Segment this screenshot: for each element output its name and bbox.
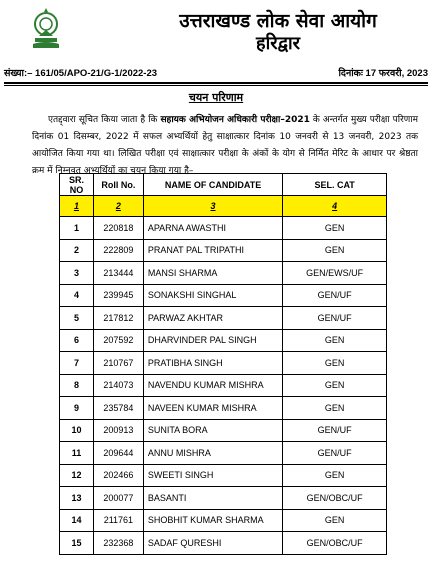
- category-cell: GEN: [283, 329, 387, 352]
- sr-no-cell: 1: [60, 217, 94, 240]
- sr-no-cell: 13: [60, 487, 94, 510]
- table-row: [60, 262, 387, 285]
- category-cell: GEN/EWS/UF: [283, 262, 387, 285]
- sr-no-cell: 14: [60, 509, 94, 532]
- table-header-row: [60, 174, 387, 196]
- table-row: [60, 487, 387, 510]
- category-cell: GEN/UF: [283, 307, 387, 330]
- table-row: [60, 217, 387, 240]
- exam-name: सहायक अभियोजन अधिकारी परीक्षा–2021: [160, 115, 310, 125]
- candidate-name-cell: ANNU MISHRA: [143, 442, 282, 465]
- category-cell: GEN: [283, 352, 387, 375]
- roll-no-cell: 211761: [93, 509, 143, 532]
- category-cell: GEN: [283, 239, 387, 262]
- notice-paragraph: एतद्द्वारा सूचित किया जाता है कि सहायक अभियोजन अधिकारी परीक्षा–2021 के अन्तर्गत मुख्य परीक्षा परिणाम दिनांक 01 दिसम्बर, 2022 में सफल अभ्यर्थियों हेतु साक्षात्कार दिनांक 10 जनवरी से 13 जनवरी, 2023 तक आयोजित किया गया था। लिखित परीक्षा एवं साक्षात्कार परीक्षा के अंकों के योग से निर्मित मेरिट के आधार पर श्रेष्ठता क्रम में निम्नवत अभ्यर्थियों का चयन किया गया है–: [32, 115, 418, 176]
- organization-city: हरिद्वार: [256, 33, 300, 54]
- table-row: [60, 532, 387, 555]
- candidate-name-cell: NAVEEN KUMAR MISHRA: [143, 397, 282, 420]
- reference-date: दिनांकः 17 फरवरी, 2023: [338, 67, 428, 79]
- sr-no-cell: 7: [60, 352, 94, 375]
- candidate-name-cell: SUNITA BORA: [143, 419, 282, 442]
- category-cell: GEN: [283, 217, 387, 240]
- candidate-name-cell: PRATIBHA SINGH: [143, 352, 282, 375]
- table-row: [60, 374, 387, 397]
- sr-no-cell: 5: [60, 307, 94, 330]
- roll-no-cell: 232368: [93, 532, 143, 555]
- selection-result-table: [59, 173, 387, 555]
- candidate-name-cell: SWEETI SINGH: [143, 464, 282, 487]
- sr-no-cell: 4: [60, 284, 94, 307]
- header-sel-cat: SEL. CAT: [283, 174, 387, 196]
- table-row: [60, 239, 387, 262]
- reference-number: संख्या:– 161/05/APO-21/G-1/2022-23: [4, 67, 158, 79]
- table-index-row: 1 2 3 4: [60, 196, 387, 217]
- roll-no-cell: 217812: [93, 307, 143, 330]
- category-cell: GEN/UF: [283, 442, 387, 465]
- table-row: [60, 509, 387, 532]
- table-row: [60, 284, 387, 307]
- table-row: [60, 442, 387, 465]
- category-cell: GEN: [283, 509, 387, 532]
- roll-no-cell: 200913: [93, 419, 143, 442]
- category-cell: GEN: [283, 374, 387, 397]
- category-cell: GEN/UF: [283, 419, 387, 442]
- roll-no-cell: 210767: [93, 352, 143, 375]
- category-cell: GEN: [283, 397, 387, 420]
- table-row: [60, 329, 387, 352]
- sr-no-cell: 9: [60, 397, 94, 420]
- roll-no-cell: 202466: [93, 464, 143, 487]
- roll-no-cell: 239945: [93, 284, 143, 307]
- roll-no-cell: 214073: [93, 374, 143, 397]
- sr-no-cell: 3: [60, 262, 94, 285]
- header-roll-no: Roll No.: [93, 174, 143, 196]
- document-title: चयन परिणाम: [188, 91, 244, 104]
- category-cell: GEN: [283, 464, 387, 487]
- header-candidate-name: NAME OF CANDIDATE: [143, 174, 282, 196]
- category-cell: GEN/OBC/UF: [283, 487, 387, 510]
- table-row: [60, 352, 387, 375]
- candidate-name-cell: PRANAT PAL TRIPATHI: [143, 239, 282, 262]
- roll-no-cell: 220818: [93, 217, 143, 240]
- header-rule-thin: [4, 85, 428, 86]
- roll-no-cell: 213444: [93, 262, 143, 285]
- roll-no-cell: 200077: [93, 487, 143, 510]
- roll-no-cell: 235784: [93, 397, 143, 420]
- commission-emblem-icon: [30, 6, 62, 50]
- sr-no-cell: 2: [60, 239, 94, 262]
- header-sr-no: SR. NO: [60, 174, 94, 196]
- category-cell: GEN/OBC/UF: [283, 532, 387, 555]
- roll-no-cell: 207592: [93, 329, 143, 352]
- category-cell: GEN/UF: [283, 284, 387, 307]
- roll-no-cell: 222809: [93, 239, 143, 262]
- candidate-name-cell: NAVENDU KUMAR MISHRA: [143, 374, 282, 397]
- candidate-name-cell: DHARVINDER PAL SINGH: [143, 329, 282, 352]
- reference-row: [4, 64, 428, 80]
- candidate-name-cell: SONAKSHI SINGHAL: [143, 284, 282, 307]
- table-row: [60, 419, 387, 442]
- table-row: [60, 307, 387, 330]
- roll-no-cell: 209644: [93, 442, 143, 465]
- sr-no-cell: 15: [60, 532, 94, 555]
- sr-no-cell: 8: [60, 374, 94, 397]
- organization-name: उत्तराखण्ड लोक सेवा आयोग: [179, 10, 377, 32]
- sr-no-cell: 12: [60, 464, 94, 487]
- candidate-name-cell: SADAF QURESHI: [143, 532, 282, 555]
- candidate-name-cell: PARWAZ AKHTAR: [143, 307, 282, 330]
- candidate-name-cell: APARNA AWASTHI: [143, 217, 282, 240]
- table-row: [60, 397, 387, 420]
- header-rule: [4, 82, 428, 84]
- sr-no-cell: 6: [60, 329, 94, 352]
- candidate-name-cell: SHOBHIT KUMAR SHARMA: [143, 509, 282, 532]
- candidate-name-cell: BASANTI: [143, 487, 282, 510]
- table-row: [60, 464, 387, 487]
- candidate-name-cell: MANSI SHARMA: [143, 262, 282, 285]
- sr-no-cell: 11: [60, 442, 94, 465]
- sr-no-cell: 10: [60, 419, 94, 442]
- letterhead: [0, 0, 432, 64]
